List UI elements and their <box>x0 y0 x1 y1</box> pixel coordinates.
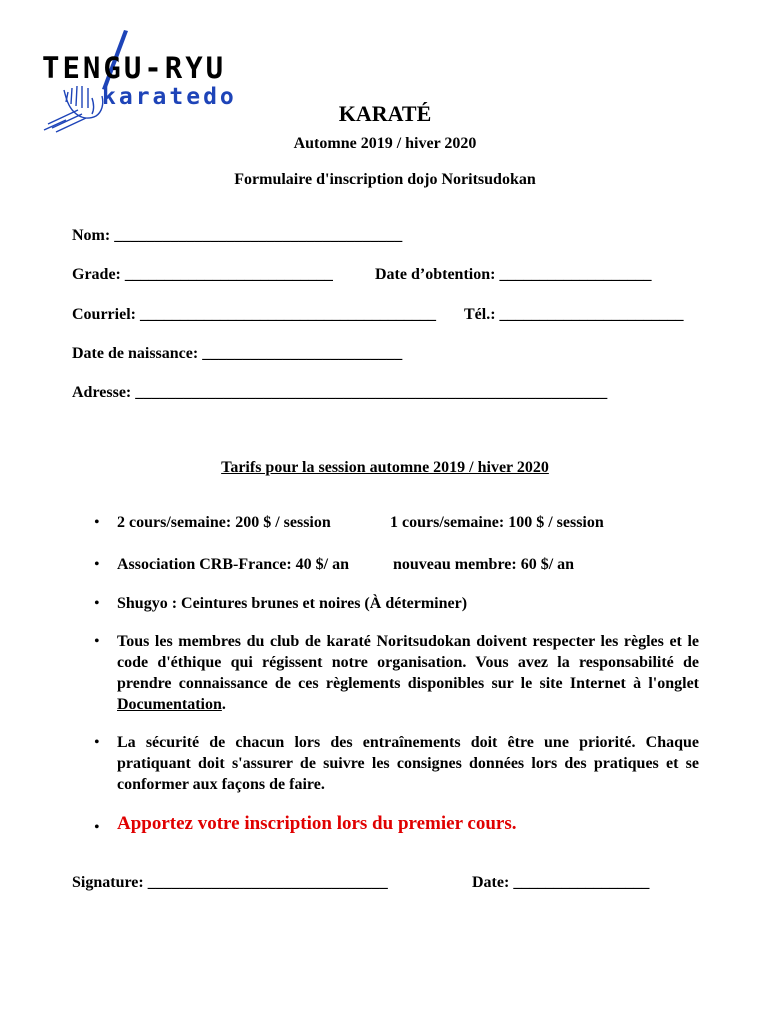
field-nom[interactable]: Nom: ____________________________________ <box>72 227 403 244</box>
tarif-association: Association CRB-France: 40 $/ an <box>117 556 349 573</box>
tarif-shugyo: Shugyo : Ceintures brunes et noires (À déterminer) <box>117 595 468 612</box>
page-subtitle: Automne 2019 / hiver 2020 <box>293 135 477 152</box>
signature-field[interactable]: Signature: ______________________________ <box>72 874 388 891</box>
logo-subtitle: karatedo <box>102 84 237 110</box>
logo-name: TENGU-RYU <box>42 51 227 85</box>
tarifs-heading: Tarifs pour la session automne 2019 / hiver 2020 <box>221 459 549 476</box>
field-date-naissance[interactable]: Date de naissance: _________________________ <box>72 345 403 362</box>
bullet-icon: • <box>94 556 100 573</box>
field-grade[interactable]: Grade: __________________________ <box>72 266 333 283</box>
rules-paragraph <box>117 631 699 715</box>
bullet-icon: • <box>94 633 100 650</box>
safety-paragraph: La sécurité de chacun lors des entraînements doit être une priorité. Chaque pratiquant doit s'assurer de suivre les consignes données lors des pratiques et se conformer aux façons de faire. <box>117 734 699 793</box>
bullet-icon: • <box>94 734 100 751</box>
field-courriel[interactable]: Courriel: _____________________________________ <box>72 306 436 323</box>
form-title: Formulaire d'inscription dojo Noritsudokan <box>234 171 536 188</box>
tarif-nouveau-membre: nouveau membre: 60 $/ an <box>393 556 575 573</box>
bullet-icon: • <box>94 514 100 531</box>
field-telephone[interactable]: Tél.: _______________________ <box>464 306 684 323</box>
date-field[interactable]: Date: _________________ <box>472 874 650 891</box>
page-title: KARATÉ <box>338 101 432 126</box>
bullet-icon: • <box>94 595 100 612</box>
field-date-obtention[interactable]: Date d’obtention: ___________________ <box>375 266 652 283</box>
bullet-icon: • <box>94 819 100 836</box>
reminder-text: Apportez votre inscription lors du premier cours. <box>117 813 517 834</box>
field-adresse[interactable]: Adresse: ___________________________________________________________ <box>72 384 608 401</box>
tarif-2-cours: 2 cours/semaine: 200 $ / session <box>117 514 331 531</box>
documentation-link[interactable]: Documentation <box>117 696 222 713</box>
tarif-1-cours: 1 cours/semaine: 100 $ / session <box>390 514 604 531</box>
rules-text: Tous les membres du club de karaté Noritsudokan doivent respecter les règles et le code d'éthique qui régissent notre organisation. Vous avez la responsabilité de prendre connaissance de ces règlements disponibles sur le site Internet à l'onglet <box>117 633 699 692</box>
rules-end: . <box>221 696 226 713</box>
